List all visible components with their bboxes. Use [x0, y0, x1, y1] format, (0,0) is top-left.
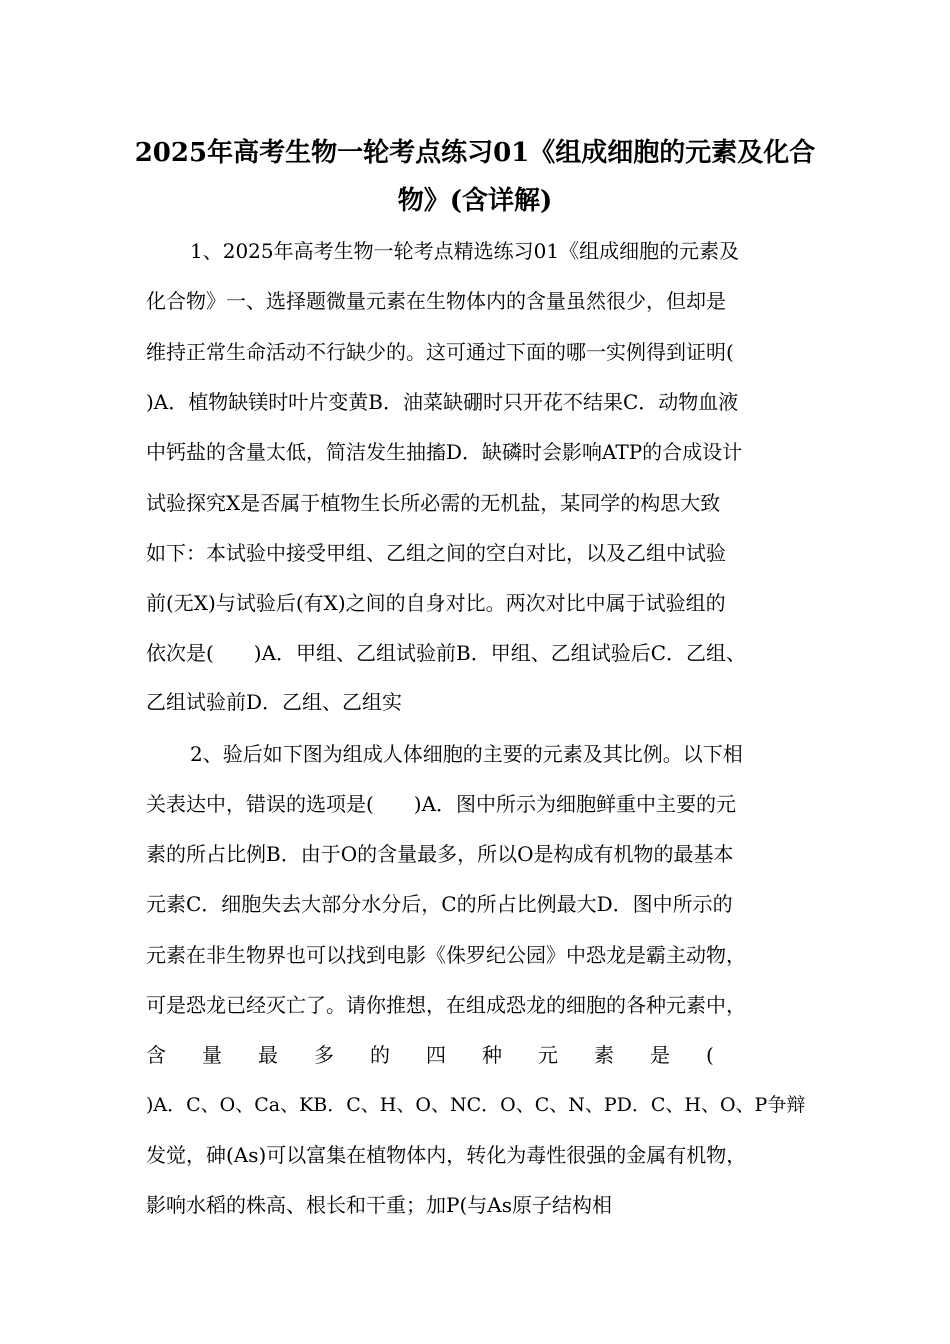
- paragraph-2-line-7: 含量最多的四种元素是(: [146, 1043, 750, 1067]
- paragraph-1-line-3: 维持正常生命活动不行缺少的。这可通过下面的哪一实例得到证明(: [146, 340, 734, 364]
- paragraph-1-line-2: 化合物》一、选择题微量元素在生物体内的含量虽然很少，但却是: [146, 289, 726, 313]
- paragraph-2-line-2: 关表达中，错误的选项是( )A．图中所示为细胞鲜重中主要的元: [146, 792, 737, 816]
- paragraph-1-line-4: )A．植物缺镁时叶片变黄B．油菜缺硼时只开花不结果C．动物血液: [146, 390, 739, 414]
- paragraph-1-line-1: 1、2025年高考生物一轮考点精选练习01《组成细胞的元素及: [190, 239, 740, 263]
- document-title-line-2: 物》(含详解): [397, 186, 553, 216]
- document-title-line-1: 2025年高考生物一轮考点练习01《组成细胞的元素及化合: [134, 138, 816, 168]
- paragraph-1-line-9: 依次是( )A．甲组、乙组试验前B．甲组、乙组试验后C．乙组、: [146, 641, 747, 665]
- paragraph-2-line-8: )A．C、O、Ca、KB．C、H、O、NC．O、C、N、PD．C、H、O、P争辩: [146, 1094, 806, 1116]
- paragraph-2-line-9: 发觉，砷(As)可以富集在植物体内，转化为毒性很强的金属有机物，: [146, 1143, 747, 1167]
- paragraph-1-line-7: 如下：本试验中接受甲组、乙组之间的空白对比，以及乙组中试验: [146, 541, 726, 565]
- paragraph-2-line-6: 可是恐龙已经灭亡了。请你推想，在组成恐龙的细胞的各种元素中，: [146, 993, 746, 1017]
- paragraph-1-line-6: 试验探究X是否属于植物生长所必需的无机盐，某同学的构思大致: [146, 491, 721, 515]
- paragraph-2-line-3: 素的所占比例B．由于O的含量最多，所以O是构成有机物的最基本: [146, 842, 734, 866]
- paragraph-1-line-5: 中钙盐的含量太低，简洁发生抽搐D．缺磷时会影响ATP的合成设计: [146, 440, 743, 464]
- paragraph-2-line-10: 影响水稻的株高、根长和干重；加P(与As原子结构相: [146, 1193, 612, 1217]
- paragraph-1-line-8: 前(无X)与试验后(有X)之间的自身对比。两次对比中属于试验组的: [146, 591, 726, 615]
- paragraph-2-line-1: 2、验后如下图为组成人体细胞的主要的元素及其比例。以下相: [190, 742, 743, 766]
- paragraph-2-line-5: 元素在非生物界也可以找到电影《侏罗纪公园》中恐龙是霸主动物，: [146, 943, 746, 967]
- paragraph-2-line-4: 元素C．细胞失去大部分水分后，C的所占比例最大D．图中所示的: [146, 892, 733, 916]
- paragraph-1-line-10: 乙组试验前D．乙组、乙组实: [146, 690, 403, 714]
